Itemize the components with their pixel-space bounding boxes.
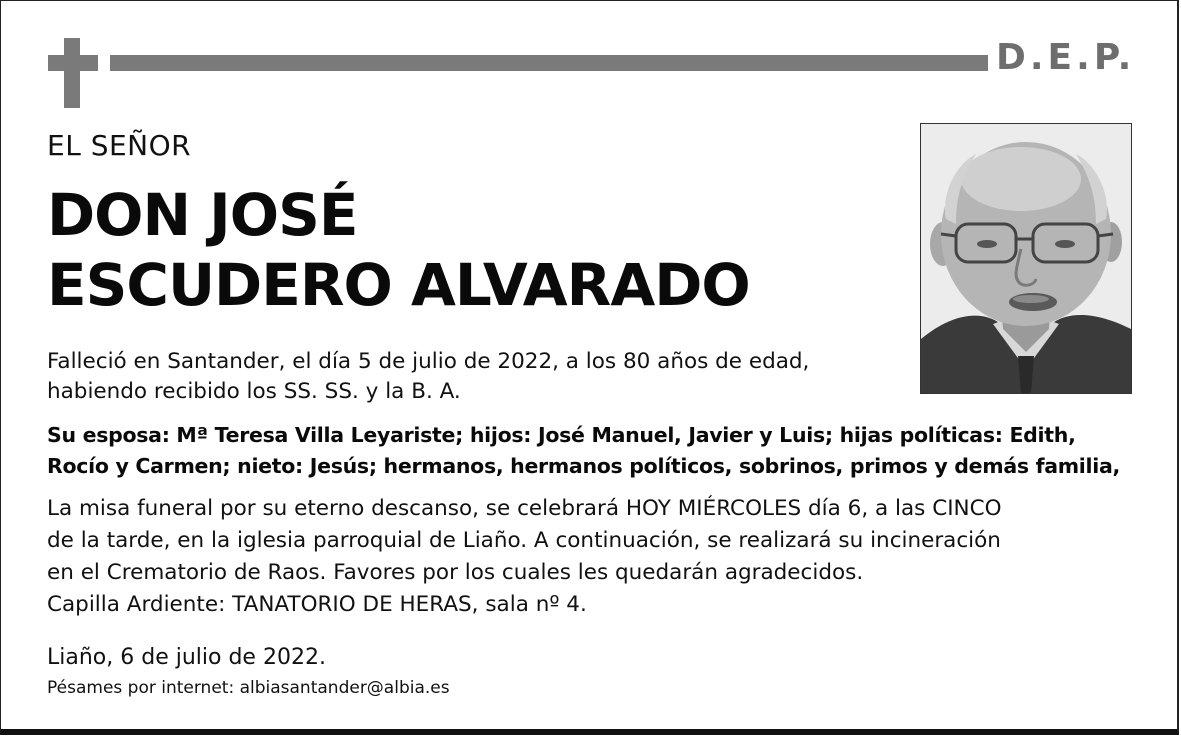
place-date: Liaño, 6 de julio de 2022. [47, 645, 326, 670]
dep-label: D.E.P. [996, 37, 1136, 78]
chapel-info: Capilla Ardiente: TANATORIO DE HERAS, sala nº 4. [47, 592, 587, 617]
cross-icon [64, 38, 80, 108]
deceased-name-line2: ESCUDERO ALVARADO [47, 251, 750, 319]
title-prefix: EL SEÑOR [47, 129, 192, 162]
header-rule [110, 55, 988, 71]
condolences-contact: Pésames por internet: albiasantander@albia.es [47, 678, 450, 698]
mass-info-line3: en el Crematorio de Raos. Favores por los cuales les quedarán agradecidos. [47, 560, 864, 585]
death-info-line2: habiendo recibido los SS. SS. y la B. A. [47, 379, 461, 404]
mass-info-line2: de la tarde, en la iglesia parroquial de Liaño. A continuación, se realizará su incineración [47, 528, 1001, 553]
family-line2: Rocío y Carmen; nieto: Jesús; hermanos, hermanos políticos, sobrinos, primos y demás familia, [47, 454, 1121, 478]
death-info-line1: Falleció en Santander, el día 5 de julio de 2022, a los 80 años de edad, [47, 349, 810, 374]
family-line1: Su esposa: Mª Teresa Villa Leyariste; hijos: José Manuel, Javier y Luis; hijas políticas: Edith, [47, 423, 1076, 447]
portrait-illustration [921, 124, 1131, 393]
portrait-photo [920, 123, 1132, 394]
deceased-name-line1: DON JOSÉ [47, 181, 358, 249]
deceased-name [47, 180, 907, 320]
cross-icon-bar [48, 55, 98, 71]
mass-info-line1: La misa funeral por su eterno descanso, se celebrará HOY MIÉRCOLES día 6, a las CINCO [47, 496, 1002, 521]
